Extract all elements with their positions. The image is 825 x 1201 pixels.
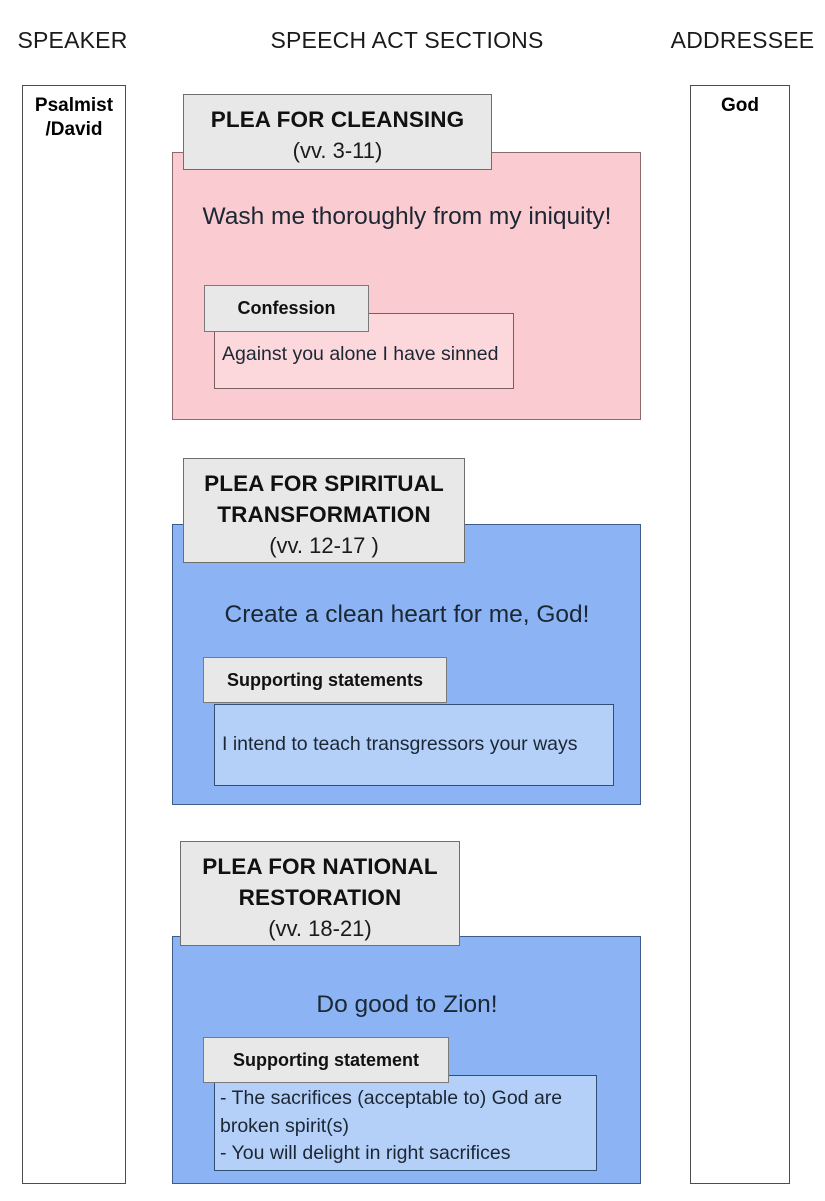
column-header-speech-act-sections: SPEECH ACT SECTIONS [270, 27, 544, 53]
addressee-column [690, 85, 790, 1184]
section-1-utterance: Wash me thoroughly from my iniquity! [202, 203, 612, 230]
speaker-label: Psalmist /David [34, 95, 114, 141]
section-3-verses: (vv. 18-21) [268, 916, 372, 942]
section-2-utterance: Create a clean heart for me, God! [224, 601, 590, 628]
section-3-title: PLEA FOR NATIONAL RESTORATION [202, 854, 438, 911]
section-1-title-tab [183, 94, 492, 170]
section-3-utterance: Do good to Zion! [316, 991, 498, 1018]
section-2-title: PLEA FOR SPIRITUAL TRANSFORMATION [204, 471, 444, 528]
section-1-sub-text: Against you alone I have sinned [222, 343, 499, 365]
section-2-sub-title-tab: Supporting statements [203, 657, 447, 703]
section-2-verses: (vv. 12-17 ) [269, 533, 379, 559]
section-1-title: PLEA FOR CLEANSING [210, 107, 465, 132]
section-3-sub-title-tab: Supporting statement [203, 1037, 449, 1083]
section-2-sub-text: I intend to teach transgressors your ways [222, 733, 578, 755]
column-header-addressee: ADDRESSEE [670, 27, 815, 53]
addressee-label: God [721, 95, 759, 116]
section-3-title-tab [180, 841, 460, 946]
column-header-speaker: SPEAKER [17, 27, 128, 53]
section-1-verses: (vv. 3-11) [292, 138, 383, 164]
section-2-title-tab [183, 458, 465, 563]
section-3-sub-text: - The sacrifices (acceptable to) God are broken spirit(s) - You will delight in right sacrifices [220, 1087, 563, 1165]
speaker-column [22, 85, 126, 1184]
section-1-sub-title-tab: Confession [204, 285, 369, 332]
